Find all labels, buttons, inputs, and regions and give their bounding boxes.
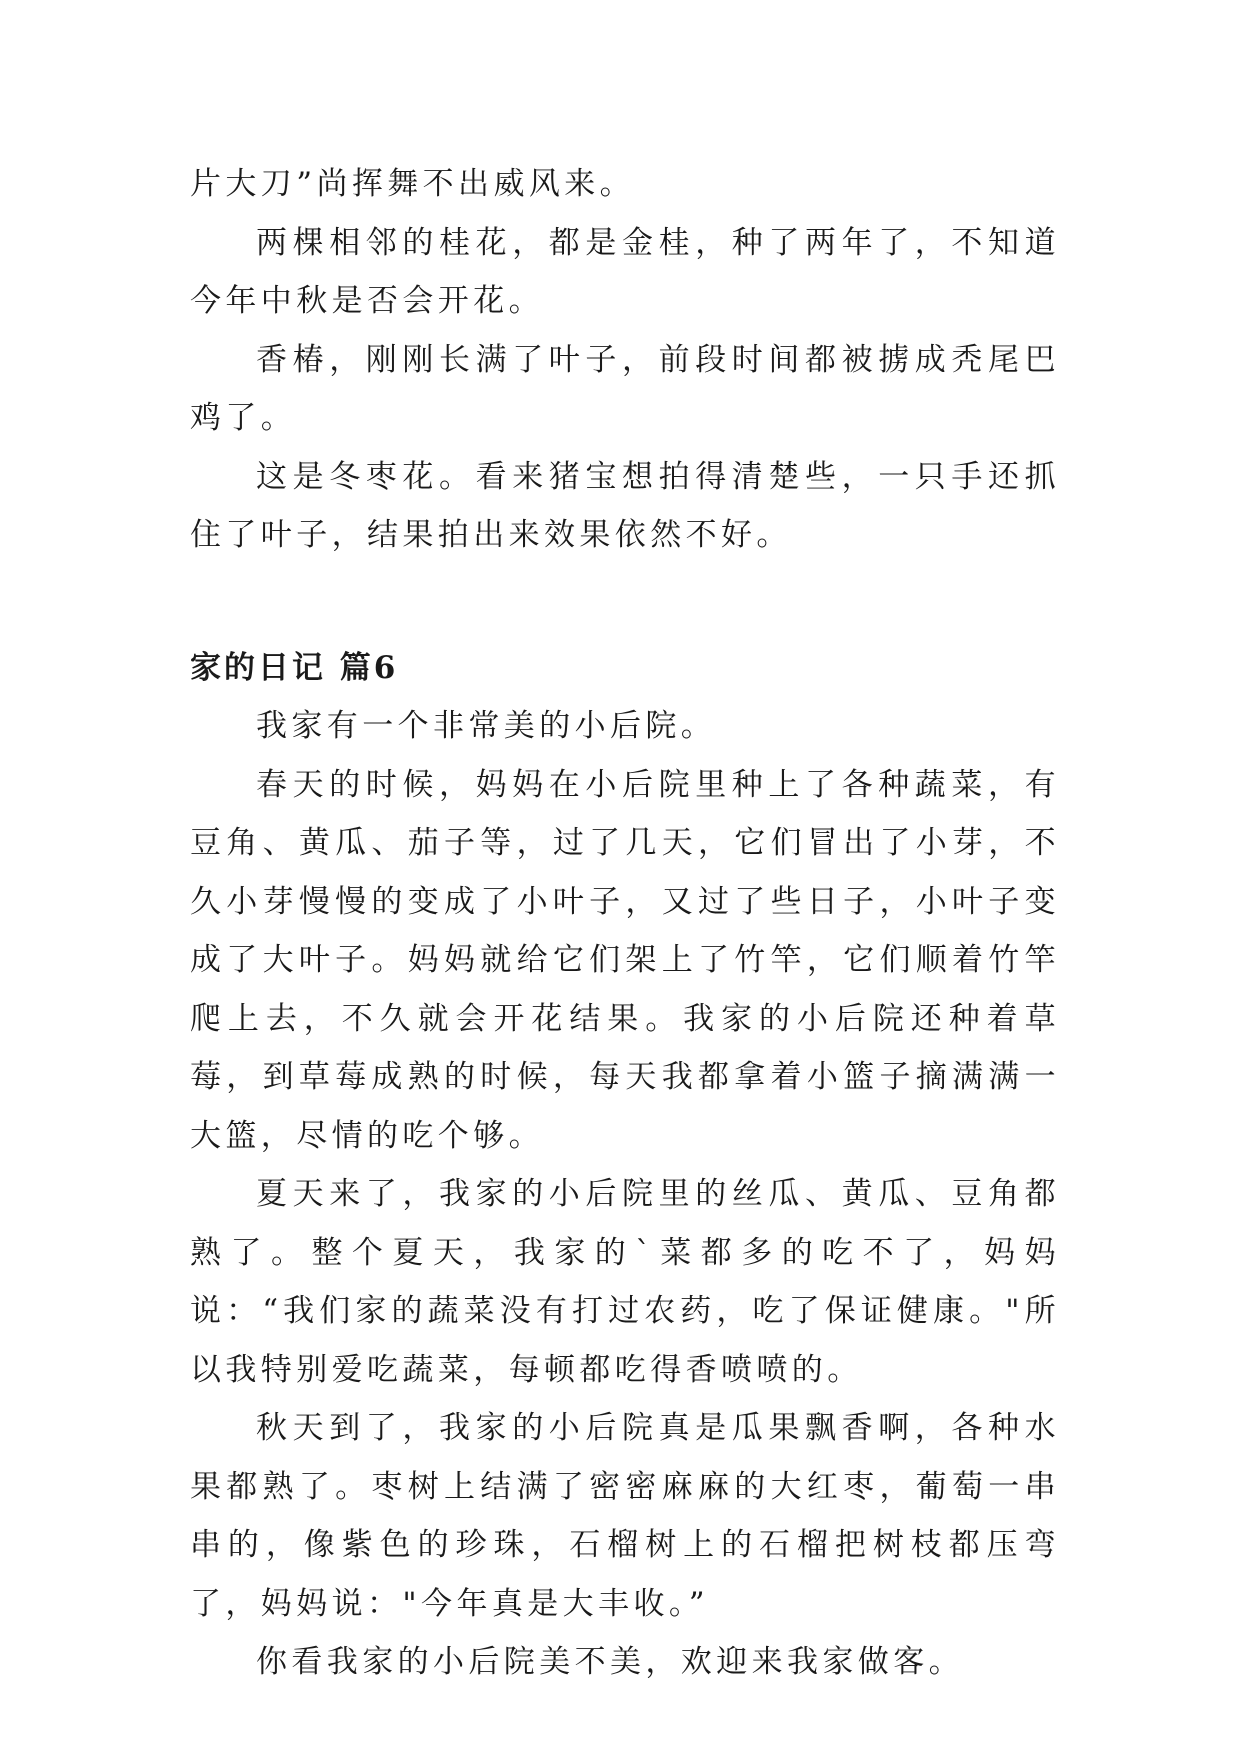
continuation-paragraph: 片大刀”尚挥舞不出威风来。 bbox=[190, 166, 636, 202]
paragraph-autumn: 秋天到了，我家的小后院真是瓜果飘香啊，各种水果都熟了。枣树上结满了密密麻麻的大红枣，葡萄一串串的，像紫色的珍珠，石榴树上的石榴把树枝都压弯了，妈妈说："今年真是大丰收。” bbox=[190, 1410, 1060, 1622]
paragraph-osmanthus: 两棵相邻的桂花，都是金桂，种了两年了，不知道今年中秋是否会开花。 bbox=[190, 224, 1060, 319]
paragraph-intro: 我家有一个非常美的小后院。 bbox=[256, 708, 717, 744]
paragraph-toona: 香椿，刚刚长满了叶子，前段时间都被掳成秃尾巴鸡了。 bbox=[190, 341, 1060, 436]
section-title: 家的日记 篇6 bbox=[190, 649, 399, 686]
paragraph-summer: 夏天来了，我家的小后院里的丝瓜、黄瓜、豆角都熟了。整个夏天，我家的`菜都多的吃不了，妈妈说：“我们家的蔬菜没有打过农药，吃了保证健康。"所以我特别爱吃蔬菜，每顿都吃得香喷喷的。 bbox=[190, 1176, 1060, 1388]
paragraph-spring: 春天的时候，妈妈在小后院里种上了各种蔬菜，有豆角、黄瓜、茄子等，过了几天，它们冒出了小芽，不久小芽慢慢的变成了小叶子，又过了些日子，小叶子变成了大叶子。妈妈就给它们架上了竹竿，它们顺着竹竿爬上去，不久就会开花结果。我家的小后院还种着草莓，到草莓成熟的时候，每天我都拿着小篮子摘满满一大篮，尽情的吃个够。 bbox=[190, 766, 1060, 1154]
document-page bbox=[190, 155, 1060, 1692]
paragraph-winter-jujube: 这是冬枣花。看来猪宝想拍得清楚些，一只手还抓住了叶子，结果拍出来效果依然不好。 bbox=[190, 458, 1060, 553]
paragraph-closing: 你看我家的小后院美不美，欢迎来我家做客。 bbox=[256, 1644, 964, 1680]
